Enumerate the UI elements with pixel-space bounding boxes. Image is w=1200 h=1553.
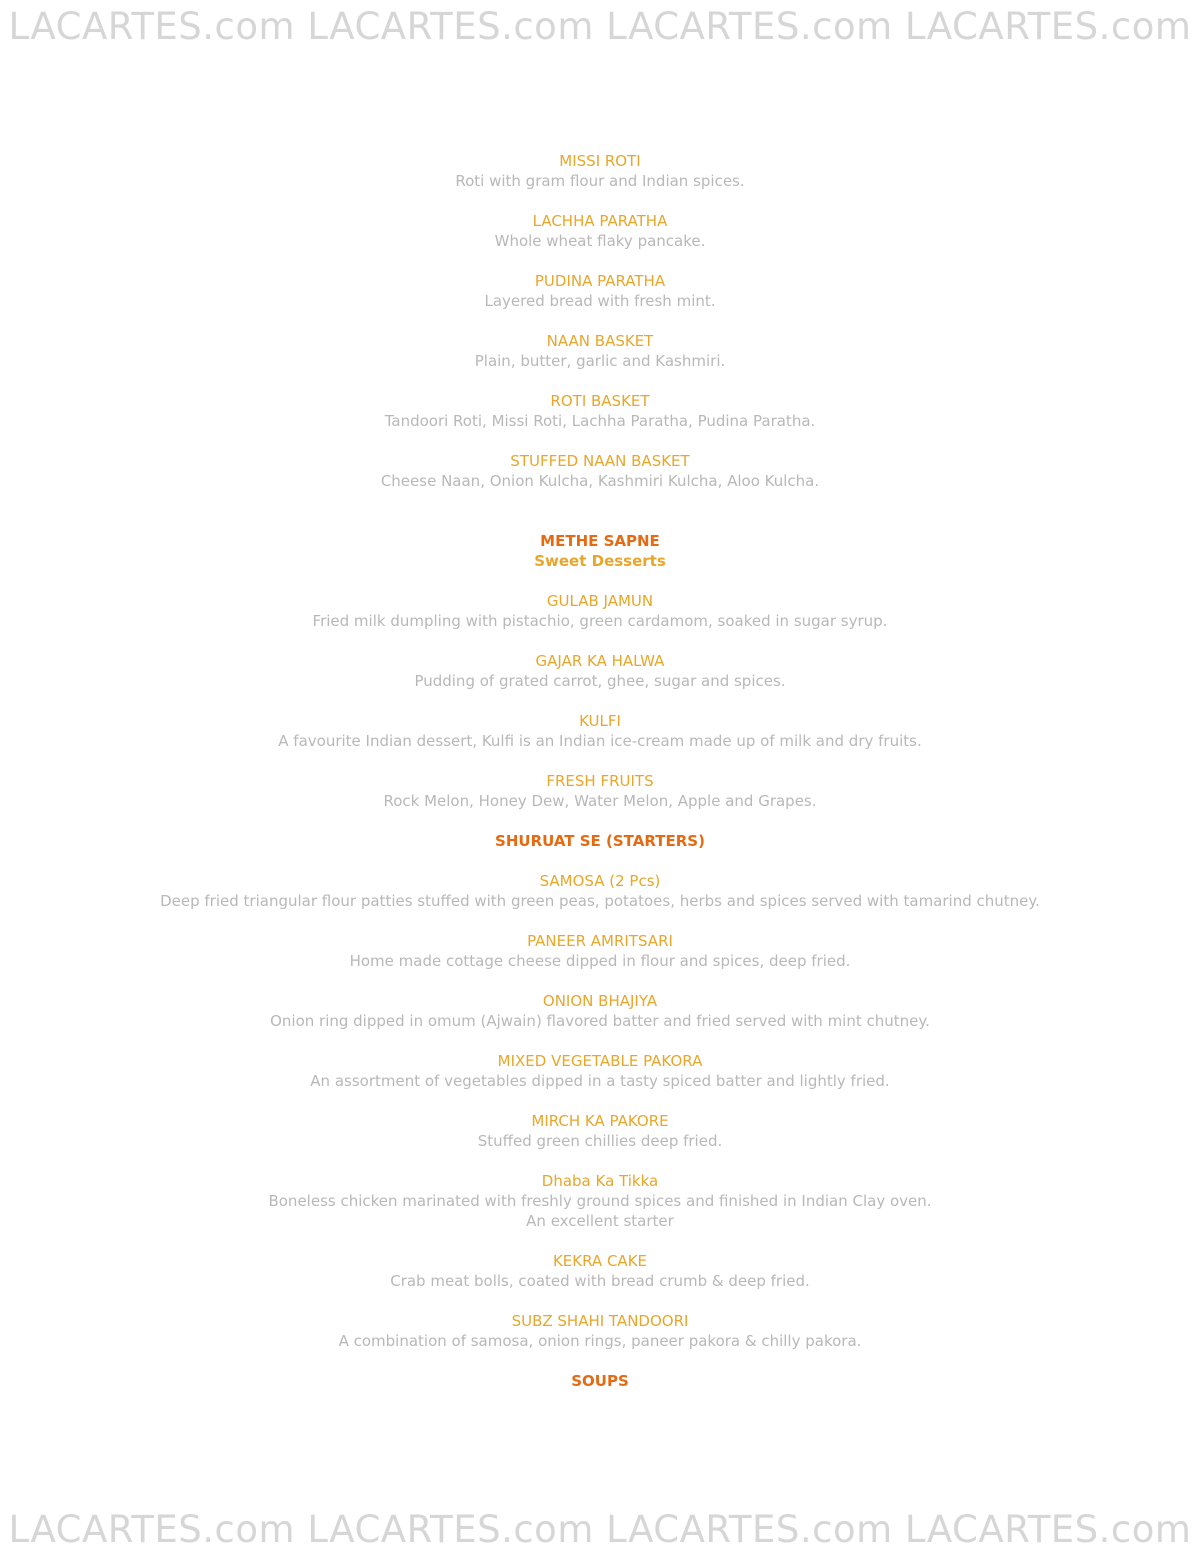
menu-item-name: SAMOSA (2 Pcs) <box>539 872 661 890</box>
menu-item <box>0 931 1200 971</box>
menu-item-name: SUBZ SHAHI TANDOORI <box>511 1312 689 1330</box>
menu-item-description: A combination of samosa, onion rings, paneer pakora & chilly pakora. <box>338 1332 862 1350</box>
menu-item-name: STUFFED NAAN BASKET <box>510 452 690 470</box>
menu-item-name: GAJAR KA HALWA <box>535 652 665 670</box>
menu-item-description: Pudding of grated carrot, ghee, sugar and spices. <box>414 672 786 690</box>
section-subtitle: Sweet Desserts <box>534 552 666 570</box>
menu-item-description: Tandoori Roti, Missi Roti, Lachha Paratha, Pudina Paratha. <box>384 412 816 430</box>
menu-item <box>0 1111 1200 1151</box>
section-header <box>0 531 1200 571</box>
section-header <box>0 831 1200 851</box>
menu-item <box>0 651 1200 691</box>
menu-item <box>0 1311 1200 1351</box>
menu-item <box>0 1051 1200 1091</box>
menu-item <box>0 991 1200 1031</box>
menu-item-name: FRESH FRUITS <box>546 772 654 790</box>
menu-item-name: MISSI ROTI <box>559 152 641 170</box>
menu-item-description: Fried milk dumpling with pistachio, green cardamom, soaked in sugar syrup. <box>312 612 888 630</box>
menu-item <box>0 391 1200 431</box>
menu-item-description: Boneless chicken marinated with freshly ground spices and finished in Indian Clay oven. <box>268 1192 932 1210</box>
menu-item <box>0 451 1200 491</box>
menu-item-description: An excellent starter <box>526 1212 674 1230</box>
menu-item-description: Layered bread with fresh mint. <box>484 292 716 310</box>
menu-item <box>0 331 1200 371</box>
menu-item-description: Plain, butter, garlic and Kashmiri. <box>474 352 726 370</box>
menu-item-name: MIRCH KA PAKORE <box>531 1112 669 1130</box>
menu-item <box>0 1251 1200 1291</box>
menu-item <box>0 211 1200 251</box>
menu-item <box>0 271 1200 311</box>
menu-item-description: Whole wheat flaky pancake. <box>494 232 706 250</box>
menu-item-description: Stuffed green chillies deep fried. <box>477 1132 723 1150</box>
menu-item-description: A favourite Indian dessert, Kulfi is an Indian ice-cream made up of milk and dry fruits. <box>278 732 922 750</box>
menu-item <box>0 711 1200 751</box>
menu-item-name: PUDINA PARATHA <box>534 272 666 290</box>
menu-item-description: Cheese Naan, Onion Kulcha, Kashmiri Kulcha, Aloo Kulcha. <box>380 472 820 490</box>
menu-item-description: Rock Melon, Honey Dew, Water Melon, Apple and Grapes. <box>383 792 817 810</box>
menu-item-name: NAAN BASKET <box>546 332 654 350</box>
menu-item <box>0 771 1200 811</box>
menu-item-name: KEKRA CAKE <box>552 1252 648 1270</box>
menu-item-name: ROTI BASKET <box>550 392 650 410</box>
menu-item-name: LACHHA PARATHA <box>532 212 668 230</box>
menu-item <box>0 591 1200 631</box>
menu-item <box>0 151 1200 191</box>
menu-item-description: Onion ring dipped in omum (Ajwain) flavored batter and fried served with mint chutney. <box>270 1012 930 1030</box>
menu-item-name: KULFI <box>579 712 621 730</box>
menu-item-name: ONION BHAJIYA <box>542 992 658 1010</box>
watermark-bottom: LACARTES.com LACARTES.com LACARTES.com LACARTES.com <box>8 1508 1192 1551</box>
section-title: METHE SAPNE <box>540 532 660 550</box>
menu-item <box>0 1171 1200 1231</box>
section-title: SOUPS <box>571 1372 629 1390</box>
section-header <box>0 1371 1200 1391</box>
menu-content <box>0 151 1200 1411</box>
watermark-top: LACARTES.com LACARTES.com LACARTES.com LACARTES.com <box>8 5 1192 48</box>
menu-item-description: Roti with gram flour and Indian spices. <box>455 172 745 190</box>
menu-item-description: Deep fried triangular flour patties stuffed with green peas, potatoes, herbs and spices served with tamarind chutney. <box>160 892 1040 910</box>
menu-item-name: GULAB JAMUN <box>546 592 654 610</box>
menu-item-description: An assortment of vegetables dipped in a tasty spiced batter and lightly fried. <box>310 1072 890 1090</box>
menu-item <box>0 871 1200 911</box>
menu-item-name: MIXED VEGETABLE PAKORA <box>497 1052 703 1070</box>
menu-item-name: PANEER AMRITSARI <box>527 932 673 950</box>
menu-item-name: Dhaba Ka Tikka <box>541 1172 659 1190</box>
section-title: SHURUAT SE (STARTERS) <box>495 832 705 850</box>
menu-item-description: Home made cottage cheese dipped in flour and spices, deep fried. <box>349 952 851 970</box>
menu-item-description: Crab meat bolls, coated with bread crumb & deep fried. <box>390 1272 810 1290</box>
